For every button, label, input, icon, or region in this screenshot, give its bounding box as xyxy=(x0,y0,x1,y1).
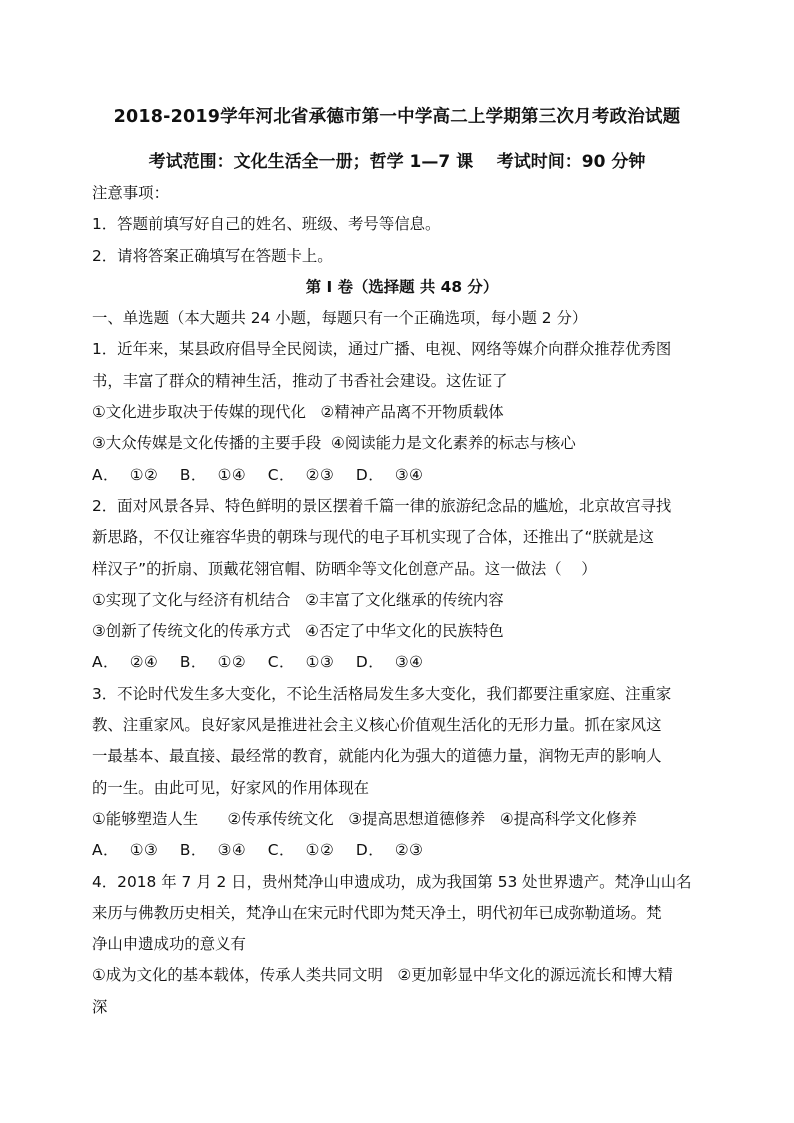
question-3-stem: 的一生。由此可见，好家风的作用体现在 xyxy=(92,778,370,797)
exam-info: 考试范围：文化生活全一册；哲学 1—7 课 考试时间：90 分钟 xyxy=(148,152,646,172)
question-2-choices: A． ②④ B． ①② C． ①③ D． ③④ xyxy=(92,653,424,672)
question-1-choices: A． ①② B． ①④ C． ②③ D． ③④ xyxy=(92,465,424,484)
question-3-stem: 3．不论时代发生多大变化，不论生活格局发生多大变化，我们都要注重家庭、注重家 xyxy=(92,684,672,703)
notes-heading: 注意事项： xyxy=(92,184,169,202)
question-4-stem: 来历与佛教历史相关，梵净山在宋元时代即为梵天净土，明代初年已成弥勒道场。梵 xyxy=(92,903,662,922)
question-4-statement: 深 xyxy=(92,997,108,1016)
question-4-statement: ①成为文化的基本载体，传承人类共同文明 ②更加彰显中华文化的源远流长和博大精 xyxy=(92,966,673,985)
section-title: 第 I 卷（选择题 共 48 分） xyxy=(305,277,499,296)
question-3-stem: 一最基本、最直接、最经常的教育，就能内化为强大的道德力量，润物无声的影响人 xyxy=(92,747,662,766)
question-3-stem: 教、注重家风。良好家风是推进社会主义核心价值观生活化的无形力量。抓在家风这 xyxy=(92,716,662,735)
question-1-stem: 1．近年来，某县政府倡导全民阅读，通过广播、电视、网络等媒介向群众推荐优秀图 xyxy=(92,340,672,359)
question-1-stem: 书，丰富了群众的精神生活，推动了书香社会建设。这佐证了 xyxy=(92,371,508,390)
question-2-statement: ③创新了传统文化的传承方式 ④否定了中华文化的民族特色 xyxy=(92,622,504,641)
question-1-statement: ①文化进步取决于传媒的现代化 ②精神产品离不开物质载体 xyxy=(92,403,504,422)
question-2-stem: 新思路，不仅让雍容华贵的朝珠与现代的电子耳机实现了合体，还推出了“朕就是这 xyxy=(92,528,655,547)
section-intro: 一、单选题（本大题共 24 小题，每题只有一个正确选项，每小题 2 分） xyxy=(92,309,588,328)
question-2-stem: 样汉子”的折扇、顶戴花翎官帽、防晒伞等文化创意产品。这一做法（ ） xyxy=(92,559,597,578)
question-2-stem: 2．面对风景各异、特色鲜明的景区摆着千篇一律的旅游纪念品的尴尬，北京故宫寻找 xyxy=(92,496,672,515)
question-3-choices: A． ①③ B． ③④ C． ①② D． ②③ xyxy=(92,841,424,860)
question-1-statement: ③大众传媒是文化传播的主要手段 ④阅读能力是文化素养的标志与核心 xyxy=(92,434,576,453)
question-2-statement: ①实现了文化与经济有机结合 ②丰富了文化继承的传统内容 xyxy=(92,590,504,609)
exam-body xyxy=(92,178,712,1023)
note-item: 1．答题前填写好自己的姓名、班级、考号等信息。 xyxy=(92,215,441,234)
note-item: 2．请将答案正确填写在答题卡上。 xyxy=(92,246,333,265)
question-4-stem: 净山申遗成功的意义有 xyxy=(92,935,246,954)
question-3-statement: ①能够塑造人生 ②传承传统文化 ③提高思想道德修养 ④提高科学文化修养 xyxy=(92,809,637,828)
page-title: 2018-2019学年河北省承德市第一中学高二上学期第三次月考政治试题 xyxy=(113,107,681,127)
question-4-stem: 4．2018 年 7 月 2 日，贵州梵净山申遗成功，成为我国第 53 处世界遗产。梵净山山名 xyxy=(92,872,692,891)
